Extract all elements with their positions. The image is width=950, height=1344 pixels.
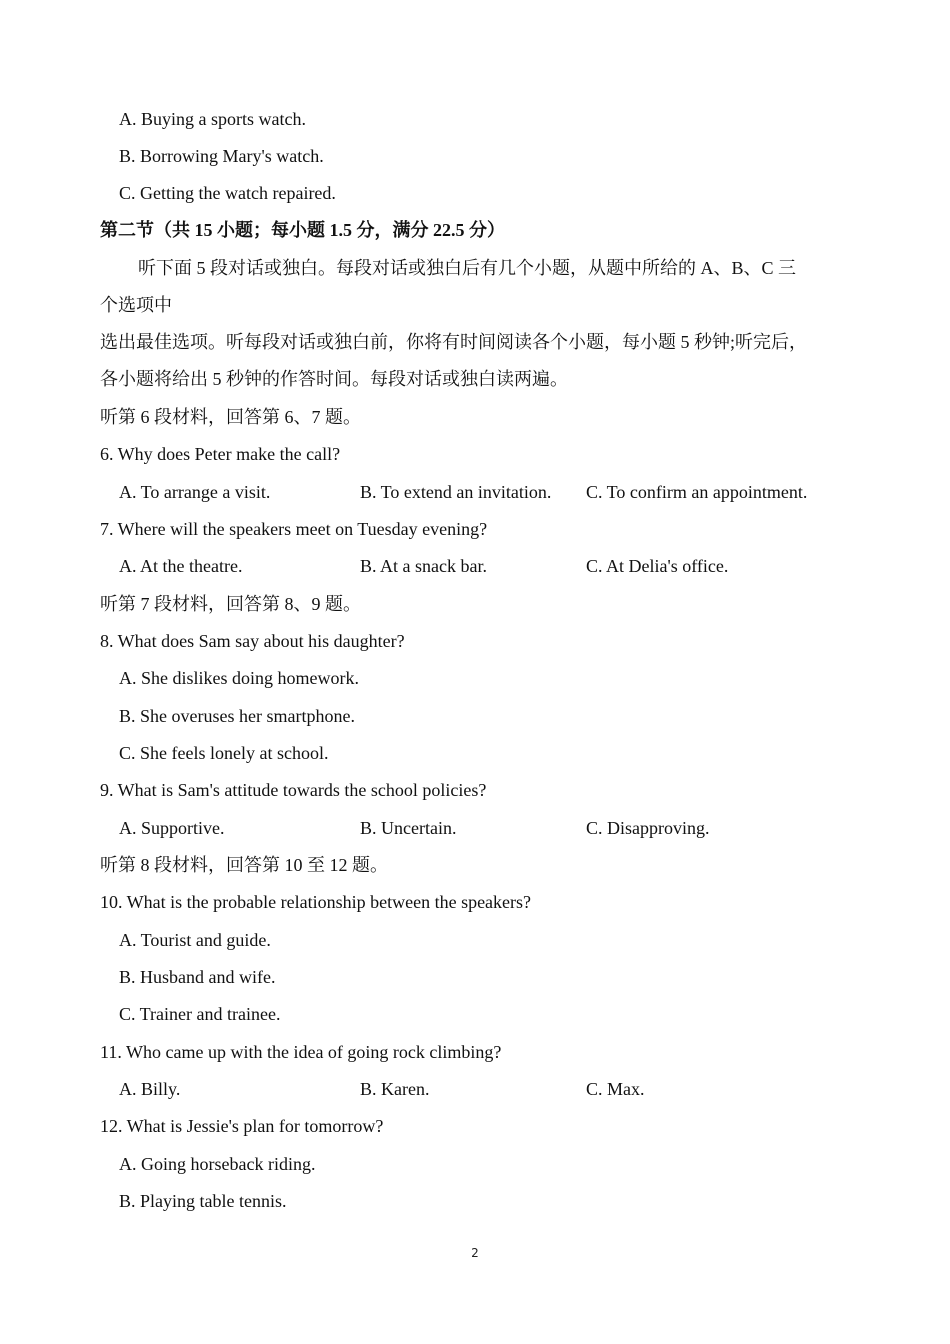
section-instruction-line4: 各小题将给出 5 秒钟的作答时间。每段对话或独白读两遍。 [100, 369, 568, 389]
material-7-heading: 听第 7 段材料，回答第 8、9 题。 [100, 594, 361, 614]
question-10: 10. What is the probable relationship between the speakers? [100, 892, 532, 912]
q8-option-c: C. She feels lonely at school. [119, 743, 329, 763]
q10-option-b: B. Husband and wife. [119, 967, 276, 987]
q10-option-c: C. Trainer and trainee. [119, 1004, 281, 1024]
section-title: 第二节（共 15 小题；每小题 1.5 分，满分 22.5 分） [100, 220, 505, 240]
q11-option-a: A. Billy. [119, 1079, 181, 1099]
section-instruction-line2: 个选项中 [100, 295, 172, 315]
q5-option-b: B. Borrowing Mary's watch. [119, 146, 324, 166]
page-number: 2 [471, 1246, 479, 1260]
question-11: 11. Who came up with the idea of going rock climbing? [100, 1042, 502, 1062]
question-8: 8. What does Sam say about his daughter? [100, 631, 405, 651]
material-6-heading: 听第 6 段材料，回答第 6、7 题。 [100, 407, 361, 427]
question-7: 7. Where will the speakers meet on Tuesday evening? [100, 519, 488, 539]
q11-option-c: C. Max. [586, 1079, 645, 1099]
question-12: 12. What is Jessie's plan for tomorrow? [100, 1116, 384, 1136]
q8-option-b: B. She overuses her smartphone. [119, 706, 355, 726]
question-6: 6. Why does Peter make the call? [100, 444, 341, 464]
q9-option-b: B. Uncertain. [360, 818, 457, 838]
q6-option-a: A. To arrange a visit. [119, 482, 271, 502]
q6-option-b: B. To extend an invitation. [360, 482, 552, 502]
q8-option-a: A. She dislikes doing homework. [119, 668, 359, 688]
section-instruction-line3: 选出最佳选项。听每段对话或独白前，你将有时间阅读各个小题，每小题 5 秒钟;听完后， [100, 332, 807, 352]
q7-option-b: B. At a snack bar. [360, 556, 487, 576]
q10-option-a: A. Tourist and guide. [119, 930, 271, 950]
q12-option-a: A. Going horseback riding. [119, 1154, 316, 1174]
q5-option-c: C. Getting the watch repaired. [119, 183, 336, 203]
material-8-heading: 听第 8 段材料，回答第 10 至 12 题。 [100, 855, 388, 875]
q7-option-c: C. At Delia's office. [586, 556, 729, 576]
q7-option-a: A. At the theatre. [119, 556, 243, 576]
q6-option-c: C. To confirm an appointment. [586, 482, 808, 502]
q5-option-a: A. Buying a sports watch. [119, 109, 306, 129]
section-instruction-line1: 听下面 5 段对话或独白。每段对话或独白后有几个小题，从题中所给的 A、B、C 三 [138, 258, 797, 278]
q11-option-b: B. Karen. [360, 1079, 430, 1099]
q9-option-a: A. Supportive. [119, 818, 225, 838]
q12-option-b: B. Playing table tennis. [119, 1191, 287, 1211]
question-9: 9. What is Sam's attitude towards the school policies? [100, 780, 487, 800]
q9-option-c: C. Disapproving. [586, 818, 710, 838]
